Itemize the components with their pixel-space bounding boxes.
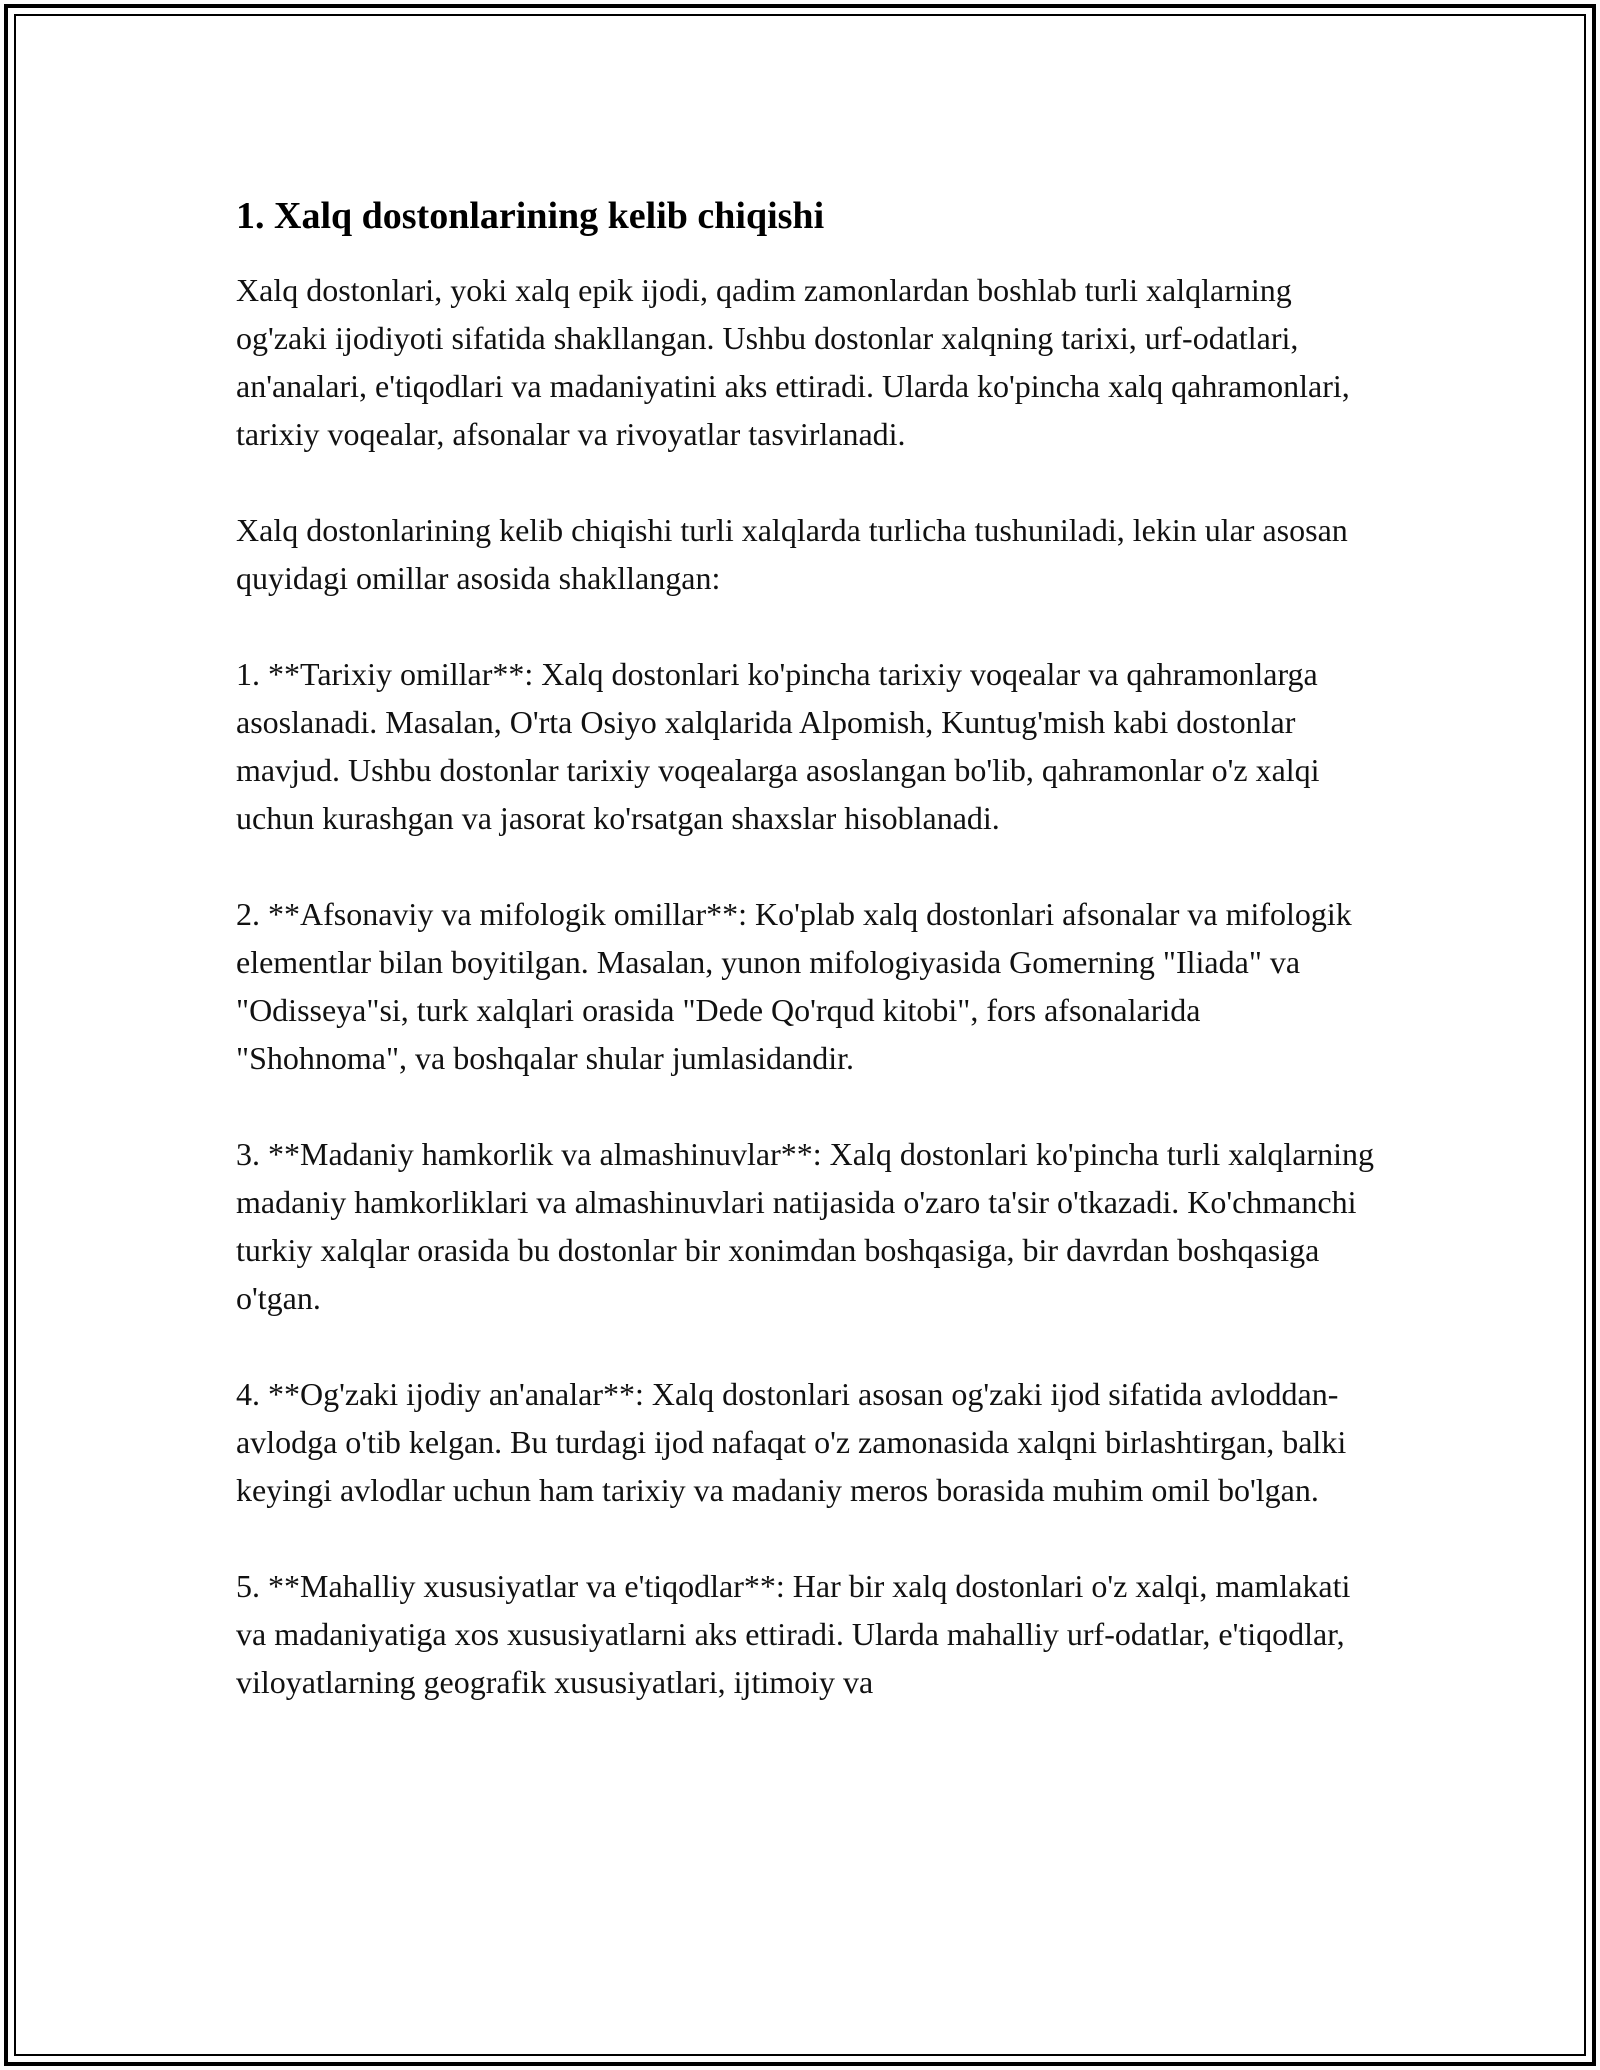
- paragraph-oral-traditions: 4. **Og'zaki ijodiy an'analar**: Xalq dostonlari asosan og'zaki ijod sifatida avloddan-avlodga o'tib kelgan. Bu turdagi ijod nafaqat o'z zamonasida xalqni birlashtirgan, balki keyingi avlodlar uchun ham tarixiy va madaniy meros borasida muhim omil bo'lgan.: [236, 1376, 1347, 1508]
- document-body: [236, 188, 1376, 1754]
- paragraph-local-features: 5. **Mahalliy xususiyatlar va e'tiqodlar**: Har bir xalq dostonlari o'z xalqi, mamlakati va madaniyatiga xos xususiyatlarni aks ettiradi. Ularda mahalliy urf-odatlar, e'tiqodlar, viloyatlarning geografik xususiyatlari, ijtimoiy va: [236, 1568, 1351, 1700]
- paragraph-factors-intro: Xalq dostonlarining kelib chiqishi turli xalqlarda turlicha tushuniladi, lekin ular asosan quyidagi omillar asosida shakllangan:: [236, 512, 1348, 596]
- paragraph-mythological-factors: 2. **Afsonaviy va mifologik omillar**: Ko'plab xalq dostonlari afsonalar va mifologik elementlar bilan boyitilgan. Masalan, yunon mifologiyasida Gomerning "Iliada" va "Odisseya"si, turk xalqlari orasida "Dede Qo'rqud kitobi", fors afsonalarida "Shohnoma", va boshqalar shular jumlasidandir.: [236, 896, 1352, 1076]
- section-heading: 1. Xalq dostonlarining kelib chiqishi: [236, 195, 825, 237]
- paragraph-historical-factors: 1. **Tarixiy omillar**: Xalq dostonlari ko'pincha tarixiy voqealar va qahramonlarga asoslanadi. Masalan, O'rta Osiyo xalqlarida Alpomish, Kuntug'mish kabi dostonlar mavjud. Ushbu dostonlar tarixiy voqealarga asoslangan bo'lib, qahramonlar o'z xalqi uchun kurashgan va jasorat ko'rsatgan shaxslar hisoblanadi.: [236, 656, 1320, 836]
- paragraph-cultural-exchange: 3. **Madaniy hamkorlik va almashinuvlar**: Xalq dostonlari ko'pincha turli xalqlarning madaniy hamkorliklari va almashinuvlari natijasida o'zaro ta'sir o'tkazadi. Ko'chmanchi turkiy xalqlar orasida bu dostonlar bir xonimdan boshqasiga, bir davrdan boshqasiga o'tgan.: [236, 1136, 1374, 1316]
- paragraph-intro: Xalq dostonlari, yoki xalq epik ijodi, qadim zamonlardan boshlab turli xalqlarning og'zaki ijodiyoti sifatida shakllangan. Ushbu dostonlar xalqning tarixi, urf-odatlari, an'analari, e'tiqodlari va madaniyatini aks ettiradi. Ularda ko'pincha xalq qahramonlari, tarixiy voqealar, afsonalar va rivoyatlar tasvirlanadi.: [236, 272, 1350, 452]
